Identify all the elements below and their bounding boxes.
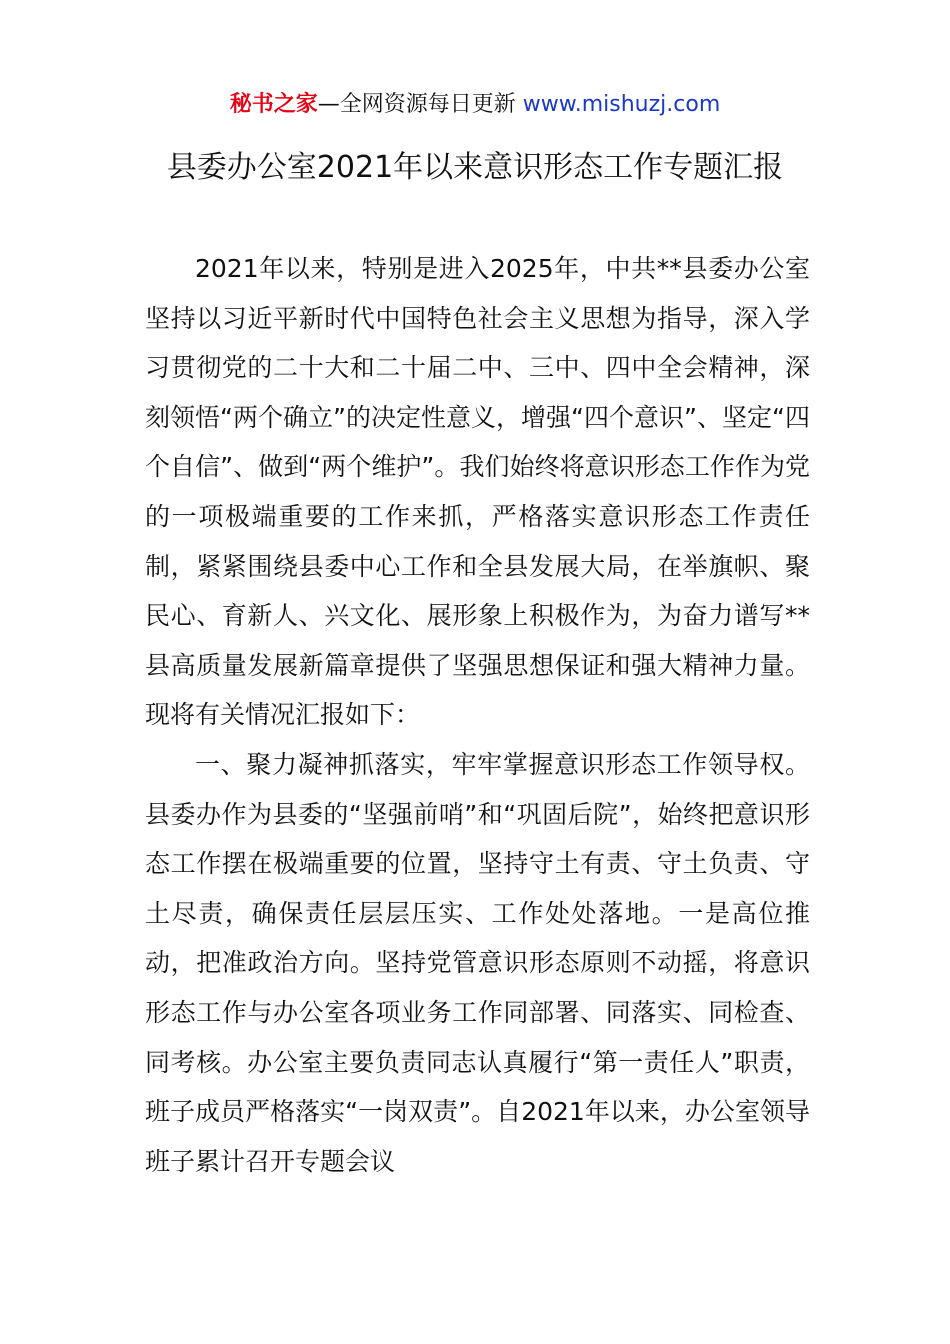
document-title: 县委办公室2021年以来意识形态工作专题汇报 <box>166 150 784 185</box>
intro-paragraph: 2021年以来，特别是进入2025年，中共**县委办公室坚持以习近平新时代中国特色社会主义思想为指导，深入学习贯彻党的二十大和二十届二中、三中、四中全会精神，深刻领悟“两个确立”的决定性意义，增强“四个意识”、坚定“四个自信”、做到“两个维护”。我们始终将意识形态工作作为党的一项极端重要的工作来抓，严格落实意识形态工作责任制，紧紧围绕县委中心工作和全县发展大局，在举旗帜、聚民心、育新人、兴文化、展形象上积极作为，为奋力谱写**县高质量发展新篇章提供了坚强思想保证和强大精神力量。现将有关情况汇报如下： <box>145 254 810 730</box>
document-body <box>145 244 810 1186</box>
section-one-paragraph: 一、聚力凝神抓落实，牢牢掌握意识形态工作领导权。县委办作为县委的“坚强前哨”和“巩固后院”，始终把意识形态工作摆在极端重要的位置，坚持守土有责、守土负责、守土尽责，确保责任层层压实、工作处处落地。一是高位推动，把准政治方向。坚持党管意识形态原则不动摇，将意识形态工作与办公室各项业务工作同部署、同落实、同检查、同考核。办公室主要负责同志认真履行“第一责任人”职责，班子成员严格落实“一岗双责”。自2021年以来，办公室领导班子累计召开专题会议 <box>145 749 810 1176</box>
site-name: 秘书之家 <box>229 92 318 117</box>
site-tagline: —全网资源每日更新 <box>317 92 523 117</box>
site-url-link[interactable]: www.mishuzj.com <box>522 92 721 117</box>
site-header <box>0 88 950 122</box>
